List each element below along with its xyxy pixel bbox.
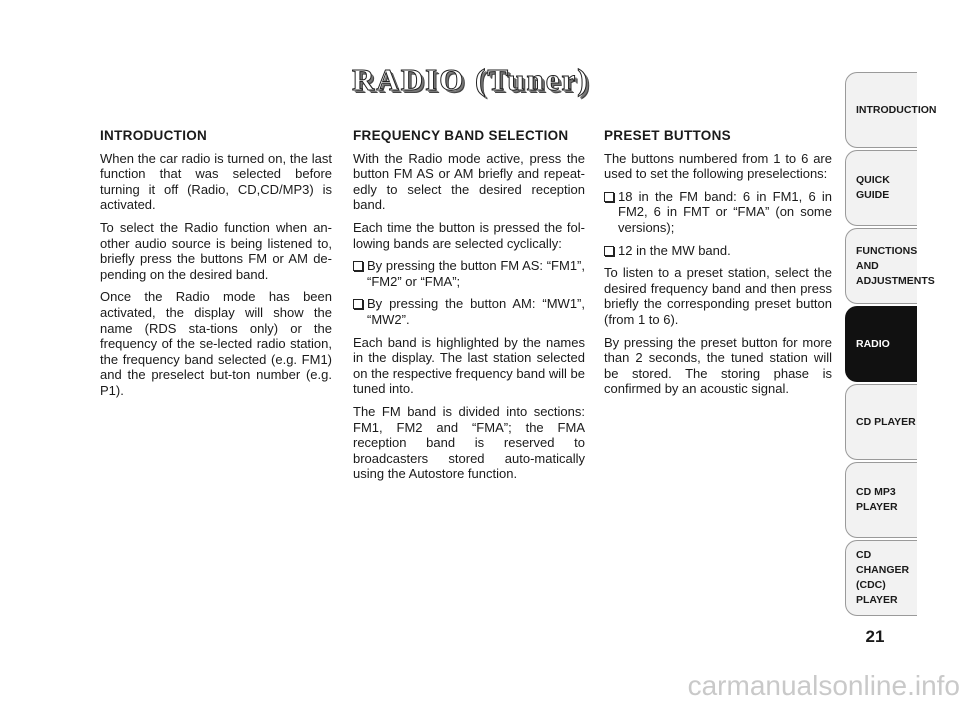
checkbox-bullet-icon xyxy=(604,246,614,256)
checkbox-bullet-icon xyxy=(604,192,614,202)
bullet-text: By pressing the button AM: “MW1”, “MW2”. xyxy=(367,296,585,327)
watermark: carmanualsonline.info xyxy=(687,670,960,701)
tab-functions-and-adjustments[interactable]: FUNCTIONS AND ADJUSTMENTS xyxy=(845,228,917,304)
bullet-text: 18 in the FM band: 6 in FM1, 6 in FM2, 6 in FMT or “FMA” (on some versions); xyxy=(618,188,832,235)
tab-quick-guide[interactable]: QUICK GUIDE xyxy=(845,150,917,226)
tab-cd-player[interactable]: CD PLAYER xyxy=(845,384,917,460)
tab-cd-changer-cdc-player[interactable]: CD CHANGER (CDC) PLAYER xyxy=(845,540,917,616)
tab-introduction[interactable]: INTRODUCTION xyxy=(845,72,917,148)
paragraph: Once the Radio mode has been activated, the display will show the name (RDS sta-tions only) or the frequency of the se-lected radio station, the frequency band selected (e.g. FM1) and the preselect but-ton number (e.g. P1). xyxy=(100,289,332,398)
tab-cd-mp3-player[interactable]: CD MP3 PLAYER xyxy=(845,462,917,538)
section-heading: PRESET BUTTONS xyxy=(604,128,731,143)
paragraph: Each time the button is pressed the fol-lowing bands are selected cyclically: xyxy=(353,219,585,251)
bullet-item xyxy=(353,296,585,327)
checkbox-bullet-icon xyxy=(353,261,363,271)
tab-radio[interactable]: RADIO xyxy=(845,306,917,382)
paragraph: With the Radio mode active, press the button FM AS or AM briefly and repeat-edly to select the desired reception band. xyxy=(353,150,585,213)
bullet-text: By pressing the button FM AS: “FM1”, “FM2” or “FMA”; xyxy=(367,258,585,289)
paragraph: To select the Radio function when an-other audio source is being listened to, briefly press the buttons FM or AM de-pending on the desired band. xyxy=(100,219,332,282)
page-number: 21 xyxy=(865,627,885,646)
paragraph: By pressing the preset button for more than 2 seconds, the tuned station will be stored. The storing phase is confirmed by an acoustic signal. xyxy=(604,334,832,397)
bullet-item xyxy=(604,243,832,259)
page-title: RADIO (Tuner) xyxy=(352,62,590,97)
paragraph: When the car radio is turned on, the last function that was selected before turning it off (Radio, CD,CD/MP3) is activated. xyxy=(100,150,332,213)
paragraph: The buttons numbered from 1 to 6 are used to set the following preselections: xyxy=(604,150,832,182)
paragraph: Each band is highlighted by the names in the display. The last station selected on the respective frequency band will be tuned into. xyxy=(353,334,585,397)
bullet-item xyxy=(604,189,832,236)
checkbox-bullet-icon xyxy=(353,299,363,309)
bullet-text: 12 in the MW band. xyxy=(618,242,731,258)
section-heading: FREQUENCY BAND SELECTION xyxy=(353,128,569,143)
column-introduction xyxy=(100,128,332,406)
section-heading: INTRODUCTION xyxy=(100,128,208,143)
column-preset-buttons xyxy=(604,128,832,404)
paragraph: To listen to a preset station, select the desired frequency band and then press briefly the corresponding preset button (from 1 to 6). xyxy=(604,265,832,327)
bullet-item xyxy=(353,258,585,289)
paragraph: The FM band is divided into sections: FM1, FM2 and “FMA”; the FMA reception band is reserved to broadcasters stored auto-matically using the Autostore function. xyxy=(353,403,585,482)
column-frequency-band-selection xyxy=(353,128,585,489)
